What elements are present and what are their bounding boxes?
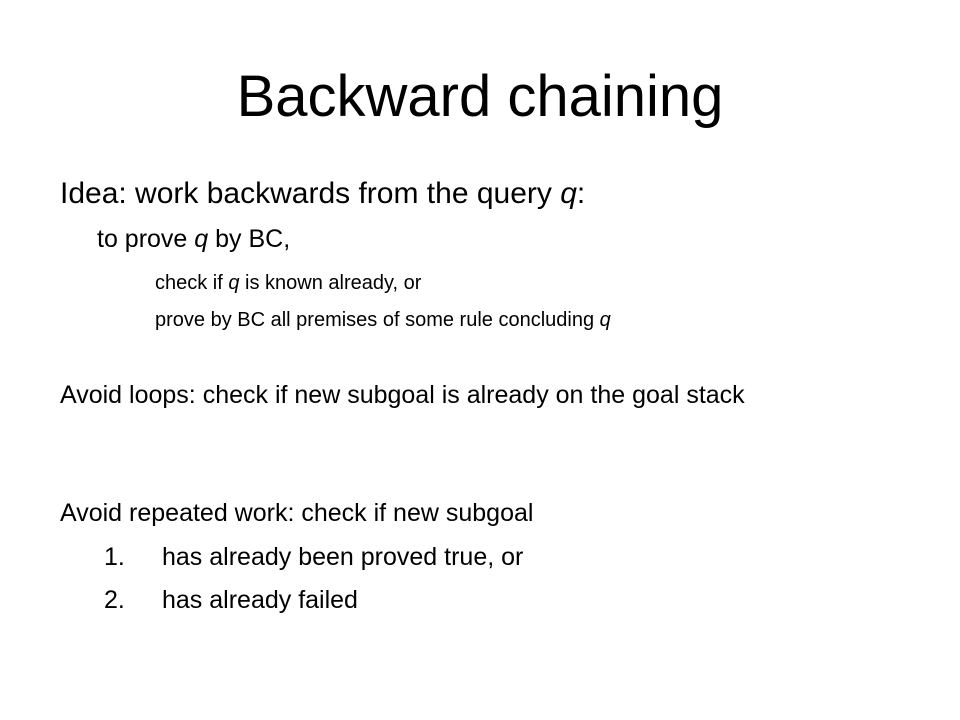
list-item-text: has already been proved true, or [162,543,524,571]
idea-suffix: : [576,177,586,210]
list-item-number: 2. [104,586,125,614]
check-known-suffix: is known already, or [239,272,422,294]
check-known-var: q [228,272,240,294]
avoid-loops-paragraph: Avoid loops: check if new subgoal is already on the goal stack [60,381,745,409]
prove-premises-var: q [599,309,611,331]
to-prove-var: q [194,225,209,253]
check-known-line [155,270,421,296]
idea-var: q [560,177,577,210]
idea-line [60,175,585,213]
idea-prefix: Idea: work backwards from the query [60,177,561,210]
slide-title: Backward chaining [236,64,724,129]
list-item [104,583,358,617]
list-item-text: has already failed [162,586,358,614]
to-prove-line [97,223,290,255]
prove-premises-prefix: prove by BC all premises of some rule concluding [155,309,600,331]
list-item [104,540,523,574]
list-item-number: 1. [104,543,125,571]
prove-premises-line [155,307,611,333]
to-prove-prefix: to prove [97,225,195,253]
check-known-prefix: check if [155,272,229,294]
to-prove-suffix: by BC, [208,225,291,253]
avoid-repeated-line: Avoid repeated work: check if new subgoal [60,499,534,527]
